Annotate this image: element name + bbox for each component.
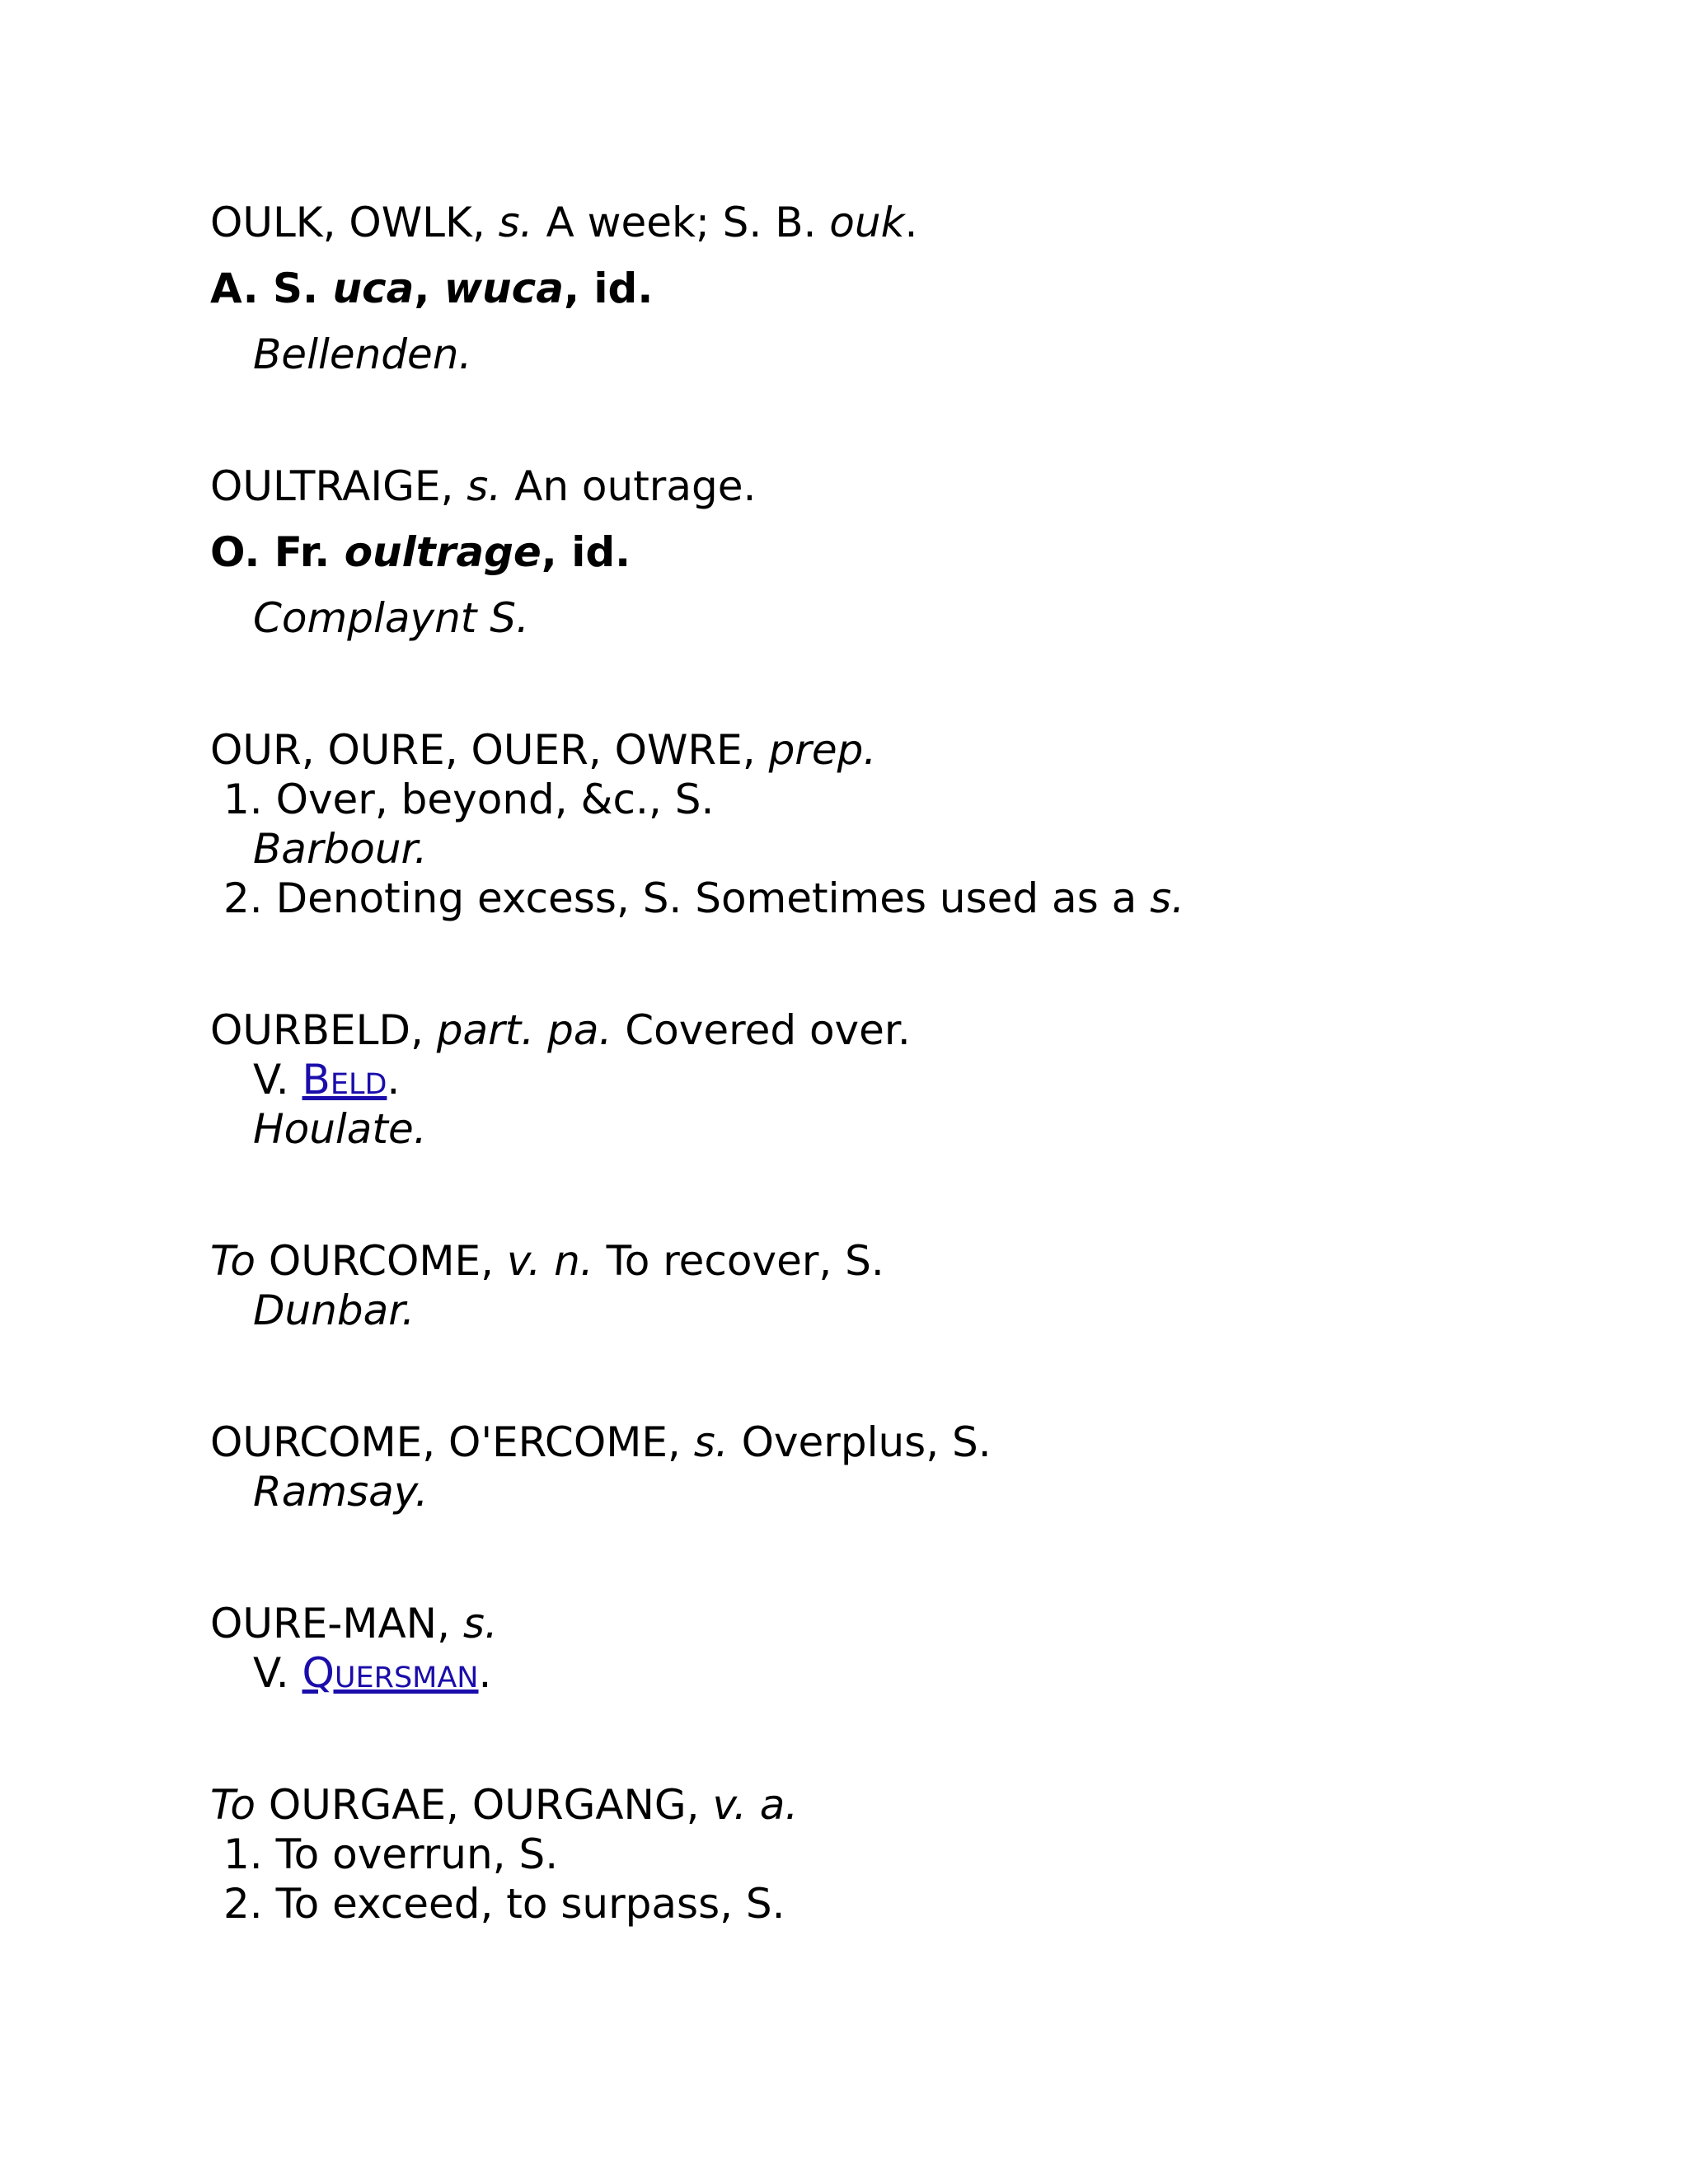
- sense-2: 2. Denoting excess, S. Sometimes used as a s.: [223, 874, 1185, 922]
- headword: OULK, OWLK,: [210, 199, 485, 246]
- part-of-speech: s.: [498, 199, 533, 246]
- part-of-speech: s.: [462, 1600, 498, 1647]
- definition: Covered over.: [612, 1006, 911, 1054]
- part-of-speech: s.: [693, 1418, 729, 1466]
- definition: A week; S. B.: [532, 199, 830, 246]
- entry-oulk: OULK, OWLK, s. A week; S. B. ouk. A. S. uca, wuca, id. Bellenden.: [210, 199, 918, 378]
- citation: Complaynt S.: [253, 594, 529, 642]
- part-of-speech: prep.: [768, 726, 877, 774]
- sense-1: 1. To overrun, S.: [223, 1830, 559, 1878]
- entry-ourcome: [210, 1418, 992, 1516]
- part-of-speech: v. a.: [712, 1781, 799, 1829]
- sense-2: 2. To exceed, to surpass, S.: [223, 1880, 785, 1928]
- sense-1: 1. Over, beyond, &c., S.: [223, 776, 715, 823]
- part-of-speech: v. n.: [506, 1237, 593, 1285]
- definition: An outrage.: [501, 462, 757, 510]
- etymology: O. Fr. oultrage, id.: [210, 528, 631, 576]
- part-of-speech: part. pa.: [436, 1006, 612, 1054]
- citation: Dunbar.: [253, 1286, 415, 1334]
- headword: OURE-MAN,: [210, 1600, 450, 1647]
- citation: Barbour.: [253, 825, 428, 873]
- definition-italic: ouk: [829, 199, 905, 246]
- headword: OURCOME, O'ERCOME,: [210, 1418, 681, 1466]
- entry-oure-man: [210, 1599, 498, 1698]
- part-of-speech: s.: [467, 462, 502, 510]
- headword: OUR, OURE, OUER, OWRE,: [210, 726, 756, 774]
- citation: Ramsay.: [253, 1468, 429, 1516]
- see-also: V. Quersman.: [253, 1649, 492, 1697]
- entry-our: [210, 725, 1184, 923]
- headword: OURCOME,: [255, 1237, 494, 1285]
- entry-ourbeld: [210, 1005, 911, 1154]
- entry-to-ourcome: [210, 1236, 884, 1335]
- xref-link-quersman[interactable]: Quersman: [302, 1649, 479, 1697]
- definition: To recover, S.: [593, 1237, 884, 1285]
- headword: OURGAE, OURGANG,: [255, 1781, 700, 1829]
- entry-oultraige: [210, 462, 756, 643]
- citation: Houlate.: [253, 1105, 427, 1153]
- definition: Overplus, S.: [728, 1418, 992, 1466]
- see-also: V. Beld.: [253, 1056, 401, 1104]
- verb-prefix: To: [210, 1237, 256, 1285]
- verb-prefix: To: [210, 1781, 256, 1829]
- entry-to-ourgae: [210, 1780, 798, 1929]
- headword: OULTRAIGE,: [210, 462, 454, 510]
- headword: OURBELD,: [210, 1006, 424, 1054]
- xref-link-beld[interactable]: Beld: [302, 1056, 387, 1104]
- citation: Bellenden.: [253, 330, 472, 378]
- etymology: A. S. uca, wuca, id.: [210, 265, 654, 312]
